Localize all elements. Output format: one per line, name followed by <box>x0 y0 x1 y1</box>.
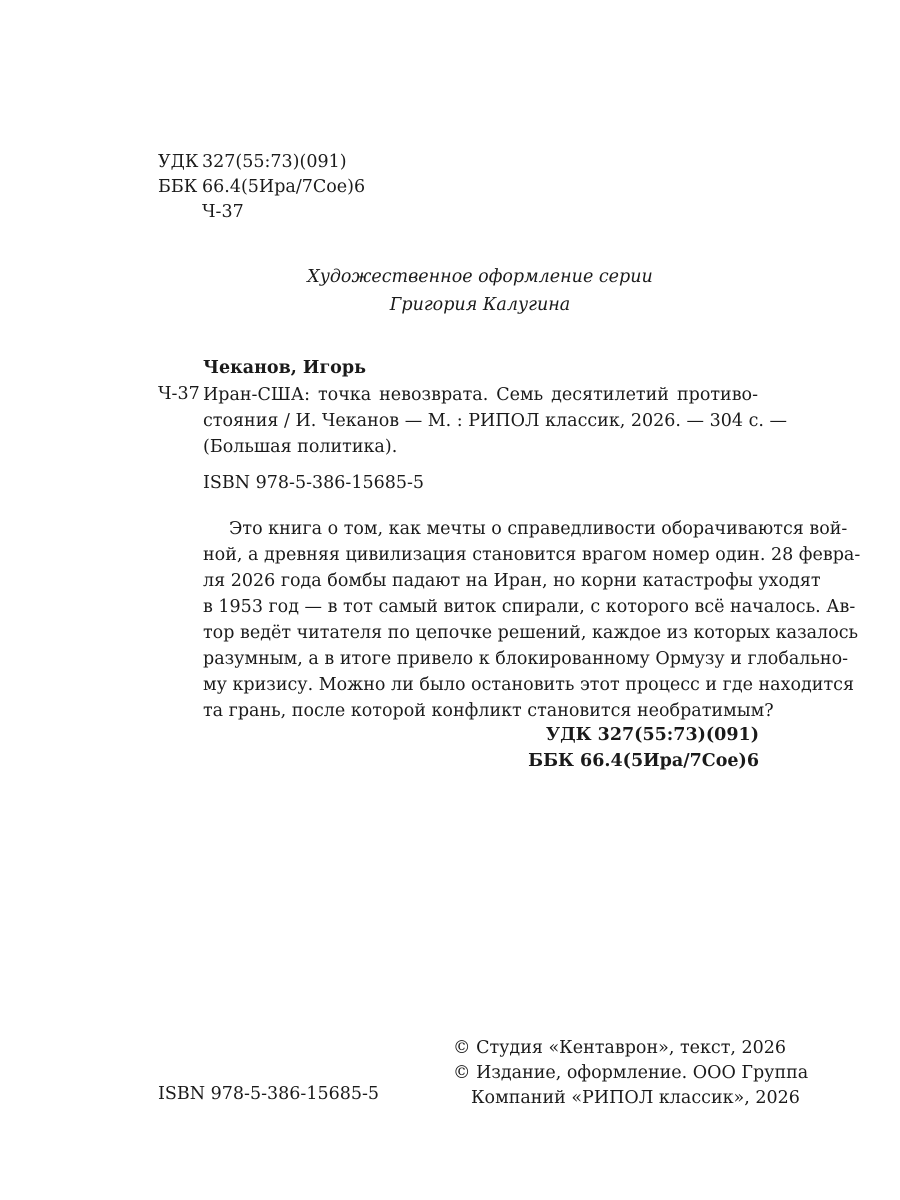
annotation-line: разумным, а в итоге привело к блокированному Ормузу и глобально- <box>203 649 849 669</box>
bottom-udk: УДК 327(55:73)(091) <box>545 725 759 745</box>
isbn-footer: ISBN 978-5-386-15685-5 <box>158 1084 380 1104</box>
bibliographic-line: Иран-США: точка невозврата. Семь десятилетий противо- <box>203 385 758 405</box>
annotation-line: та грань, после которой конфликт становится необратимым? <box>203 701 774 721</box>
annotation <box>203 516 861 724</box>
top-classification-block <box>158 150 365 225</box>
copyright-line-3: Компаний «РИПОЛ классик», 2026 <box>471 1088 800 1108</box>
udk-row <box>158 150 365 175</box>
annotation-line: ля 2026 года бомбы падают на Иран, но корни катастрофы уходят <box>203 571 821 591</box>
bbk-row <box>158 175 365 200</box>
annotation-line: тор ведёт читателя по цепочке решений, каждое из которых казалось <box>203 623 859 643</box>
bbk-value: 66.4(5Ира/7Сое)6 <box>202 177 366 197</box>
series-design-credit <box>250 263 710 319</box>
bibliographic-line: стояния / И. Чеканов — М. : РИПОЛ классик, 2026. — 304 с. — <box>203 411 788 431</box>
bbk-label: ББК <box>158 177 198 197</box>
bottom-classification-block <box>528 722 759 774</box>
udk-value: 327(55:73)(091) <box>202 152 347 172</box>
annotation-line: ной, а древняя цивилизация становится врагом номер один. 28 февра- <box>203 545 861 565</box>
series-design-line-2: Григория Калугина <box>389 295 571 315</box>
copyright-line-2: © Издание, оформление. ООО Группа <box>453 1063 809 1083</box>
udk-label: УДК <box>158 152 199 172</box>
catalog-mark: Ч-37 <box>158 384 200 404</box>
series-design-line-1: Художественное оформление серии <box>307 267 653 287</box>
annotation-line: в 1953 год — в тот самый виток спирали, с которого всё началось. Ав- <box>203 597 856 617</box>
author-heading: Чеканов, Игорь <box>203 358 366 378</box>
bibliographic-line: (Большая политика). <box>203 437 398 457</box>
isbn-main: ISBN 978-5-386-15685-5 <box>203 473 425 493</box>
bottom-bbk: ББК 66.4(5Ира/7Сое)6 <box>528 751 759 771</box>
author-mark: Ч-37 <box>202 202 244 222</box>
copyright-line-1: © Студия «Кентаврон», текст, 2026 <box>453 1038 787 1058</box>
copyright-block <box>453 1036 808 1111</box>
annotation-line: му кризису. Можно ли было остановить этот процесс и где находится <box>203 675 854 695</box>
annotation-line: Это книга о том, как мечты о справедливости оборачиваются вой- <box>229 519 848 539</box>
bibliographic-description <box>203 382 788 460</box>
author-mark-row <box>158 200 365 225</box>
